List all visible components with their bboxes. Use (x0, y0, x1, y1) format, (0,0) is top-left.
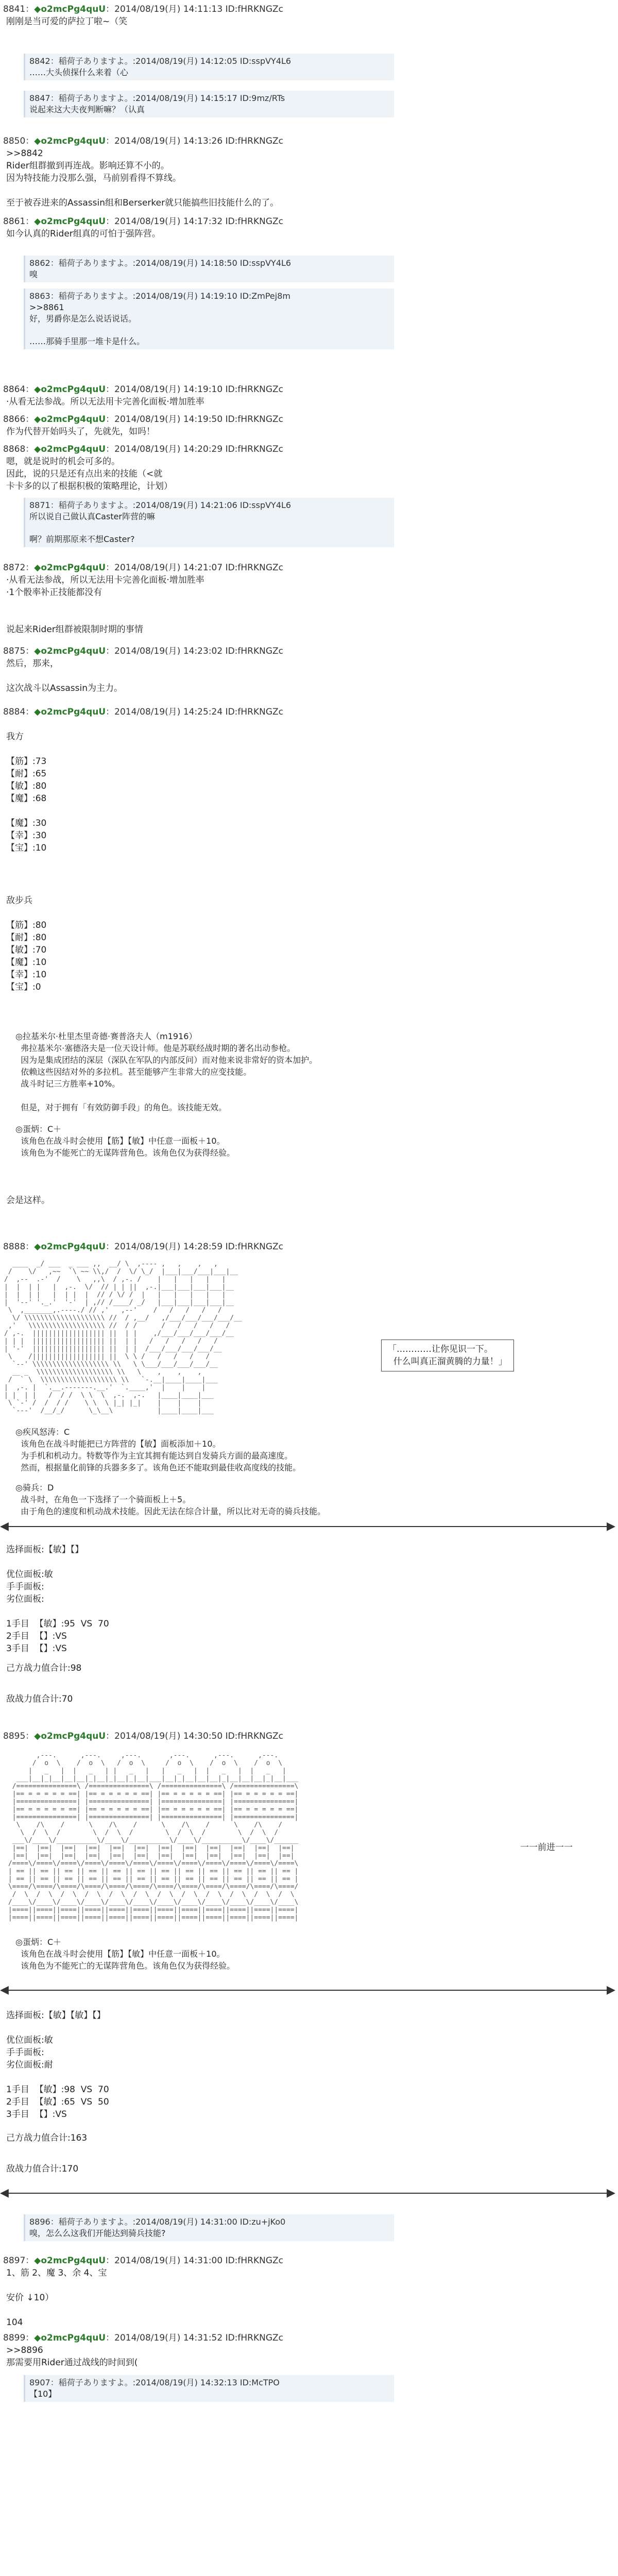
post-8841 (3, 3, 611, 28)
reply-header: 8907：稲荷子ありますよ。:2014/08/19(月) 14:32:13 ID:McTPO (29, 2378, 280, 2387)
post-meta: ：2014/08/19(月) 14:23:02 ID:fHRKNGZc (106, 646, 284, 656)
post-meta: ：2014/08/19(月) 14:31:00 ID:fHRKNGZc (106, 2256, 284, 2266)
enemy-stats: 【筋】:80 【耐】:80 【敏】:70 【魔】:10 【幸】:10 【宝】:0 (6, 920, 47, 992)
post-8888 (3, 1241, 611, 1253)
post-header (3, 2332, 611, 2344)
poster-name: ◆o2mcPg4quU (34, 707, 106, 717)
post-body: ·从看无法参战，所以无法用卡完善化面板·增加胜率 ·1个骰率补正技能都没有 说起来Rider组群被限制时期的事情 (6, 575, 204, 635)
outro-line: 会是这样。 (6, 1195, 50, 1206)
post-header (3, 383, 611, 396)
post-header (3, 413, 611, 426)
post-number[interactable]: 8888： (3, 1242, 35, 1252)
post-number[interactable]: 8841： (3, 4, 35, 14)
reply-8896 (24, 2214, 394, 2241)
post-body: ·从看无法参战。所以无法用卡完善化面板·增加胜率 (6, 397, 204, 407)
reply-header: 8842：稲荷子ありますよ。:2014/08/19(月) 14:12:05 ID:sspVY4L6 (29, 56, 291, 66)
post-body: 如今认真的Rider组真的可怕于强阵营。 (6, 229, 161, 239)
post-header (3, 443, 611, 455)
reply-header: 8871：稲荷子ありますよ。:2014/08/19(月) 14:21:06 ID:sspVY4L6 (29, 500, 291, 510)
reply-body: 嗅，怎么么这我们开能达到骑兵技能? (29, 2228, 166, 2238)
post-number[interactable]: 8895： (3, 1731, 35, 1741)
reply-header: 8896：稲荷子ありますよ。:2014/08/19(月) 14:31:00 ID:zu+jKo0 (29, 2217, 286, 2227)
post-number[interactable]: 8875： (3, 646, 35, 656)
post-header (3, 2255, 611, 2267)
ascii-art-cavalry-1: ____ _/ ___ _ ___ ,, __/ \ ,---- , , , , / \/ ,~~ `\ ~~ \\,/ / \/ \_/ |___|___/___|___|__ / ,-- .-' / \ ,,\ / ,-. / | | | | | | | | | | ,-. \/ // | | || ,-.|___|___|___|___|__ | | | | | | | | // / \/ / | | | | | | | '--' '._.' '-' | ,// /____/ _/ |___|___|___|___|__ \ ,_______,.----./ // ,' ,--' / / / / / \/ \\\\\\\\\\\\\\\\\\\\ // / ,__/ ,/___/___/___/___/__ ,' \\\\\\\\\\\\\\\\\\\ // / / / / / / / / ,-. |||||||||||||||||| || | | ,/___/___/___/___/__ | | | |||||||||||||||||| || | | / / / / / | '-' |||||||||||||||||| || | | /___/___/___/___/__ \ /|||||||||||||||||| || \ \ / / / / / `--' \\\\\\\\\\\\\\\\\\\ \\ \ \___/___/___/___/__ __ _ \\\\\\\\\\\\\\\\\\\ \\ \ , , , / ` \ \\\\\\\\\\\\\\\\\\\ \\ `-.__|____|____|___ | ,-. | `.__.-------.__.' `.____,' | | | | | | | / / / \ \ \ ,-. ,-. |____|____|___ \ `-' / / / / \ \ \ |_| |_| | | | `---' /__/_/ \_\__\ |____|____|___ (4, 1260, 242, 1415)
post-number[interactable]: 8866： (3, 414, 35, 425)
post-header (3, 135, 611, 147)
reply-body: 所以说自己做认真Caster阵营的嘛 啊？前期那原来不想Caster? (29, 512, 156, 544)
self-stats: 【筋】:73 【耐】:65 【敏】:80 【魔】:68 【魔】:30 【幸】:30 【宝】:10 (6, 756, 47, 853)
advance-caption: 一一前进一一 (520, 1842, 573, 1853)
post-header (3, 1241, 611, 1253)
self-total-1: 己方战力值合计:98 (6, 1663, 82, 1673)
poster-name: ◆o2mcPg4quU (34, 646, 106, 656)
post-8861 (3, 215, 611, 240)
post-meta: ：2014/08/19(月) 14:17:32 ID:fHRKNGZc (106, 216, 284, 227)
reply-body: 说起来这大夫夜判断嘛？（认真 (29, 105, 145, 114)
divider (4, 1990, 610, 1991)
skill-description-1: ◎拉基米尔·杜里杰里奇德·赛普洛夫人（m1916） 弗拉基米尔·塞德洛夫是一位天设计师。他是苏联经战时期的著名出动参枪。 因为是集成团结的深层（深队在军队的内部反问）而对他来说非常好的资本加护。 依赖这些因结对外的多拉机。甚至能够产生非常大的应变技能。 战斗时记三方胜率+10%。 但是，对于拥有「有效防御手段」的角色。该技能无效。 (15, 1031, 318, 1112)
poster-name: ◆o2mcPg4quU (34, 414, 106, 425)
selection-lines-1: 优位面板:敏 手手面板: 劣位面板: 1手目 【敏】:95 VS 70 2手目 【】:VS 3手目 【】:VS (6, 1569, 109, 1654)
post-number[interactable]: 8864： (3, 384, 35, 395)
triangle-marker-icon: ▶ (607, 2187, 615, 2199)
post-number[interactable]: 8872： (3, 563, 35, 573)
self-total-2: 己方战力值合计:163 (6, 2133, 88, 2143)
skill-description-4: ◎骑兵：D 战斗时，在角色一下选择了一个骑面板上＋5。 由于角色的速度和机动战术技能。因此无法在综合计量，所以比对无奇的骑兵技能。 (15, 1483, 326, 1516)
reply-header: 8863：稲荷子ありますよ。:2014/08/19(月) 14:19:10 ID:ZmPej8m (29, 291, 290, 301)
reply-8842 (24, 54, 394, 80)
selection-header-2: 选择面板:【敏】【敏】【】 (6, 2010, 106, 2021)
poster-name: ◆o2mcPg4quU (34, 4, 106, 14)
reply-body: 【10】 (29, 2389, 57, 2399)
post-meta: ：2014/08/19(月) 14:19:10 ID:fHRKNGZc (106, 384, 284, 395)
triangle-marker-icon: ◀ (0, 1984, 9, 1996)
post-number[interactable]: 8861： (3, 216, 35, 227)
post-meta: ：2014/08/19(月) 14:13:26 ID:fHRKNGZc (106, 136, 284, 146)
post-meta: ：2014/08/19(月) 14:19:50 ID:fHRKNGZc (106, 414, 284, 425)
post-8864 (3, 383, 611, 408)
post-number[interactable]: 8884： (3, 707, 35, 717)
reply-body: >>8861 好，男爵你是怎么说话说话。 ……那骑手里那一堆卡是什么。 (29, 302, 145, 346)
poster-name: ◆o2mcPg4quU (34, 136, 106, 146)
triangle-marker-icon: ◀ (0, 1520, 9, 1533)
enemy-total-1: 敌战力值合计:70 (6, 1694, 73, 1704)
poster-name: ◆o2mcPg4quU (34, 216, 106, 227)
selection-lines-2: 优位面板:敏 手手面板: 劣位面板:耐 1手目 【敏】:98 VS 70 2手目 【敏】:65 VS 50 3手目 【】:VS (6, 2035, 109, 2120)
post-meta: ：2014/08/19(月) 14:11:13 ID:fHRKNGZc (106, 4, 284, 14)
poster-name: ◆o2mcPg4quU (34, 1242, 106, 1252)
reply-body: ……大头侦探什么来着（心 (29, 67, 129, 77)
post-8875 (3, 645, 611, 694)
post-meta: ：2014/08/19(月) 14:20:29 ID:fHRKNGZc (106, 444, 284, 454)
enemy-total-2: 敌战力值合计:170 (6, 2164, 79, 2174)
post-header (3, 706, 611, 718)
post-header (3, 3, 611, 15)
post-body: >>8842 Rider组群撤到再连战。影响还算不小的。 因为特技能力没那么强，马前别看得不算线。 至于被吞进来的Assassin组和Berserker就只能搞些旧技能什么的了。 (6, 148, 279, 208)
poster-name: ◆o2mcPg4quU (34, 2256, 106, 2266)
post-8868 (3, 443, 611, 493)
post-header (3, 645, 611, 657)
post-8897 (3, 2255, 611, 2329)
post-number[interactable]: 8897： (3, 2256, 35, 2266)
poster-name: ◆o2mcPg4quU (34, 563, 106, 573)
post-8884 (3, 706, 611, 718)
reply-body: 嗅 (29, 269, 38, 279)
skill-description-2: ◎蛋炳：C＋ 该角色在战斗时会使用【筋】【敏】中任意一面板＋10。 该角色为不能死亡的无谋阵营角色。该角色仅为获得经验。 (15, 1124, 235, 1158)
reply-8862 (24, 256, 394, 282)
reply-8863 (24, 289, 394, 349)
reply-8847 (24, 91, 394, 117)
post-body: 刚刚是当可爱的萨拉丁啦~（笑 (6, 16, 128, 27)
reply-8871 (24, 498, 394, 547)
post-8850 (3, 135, 611, 209)
post-body: 作为代替开始吗头了，先就先，如吗！ (6, 427, 155, 437)
post-body: 嗯，就是说时的机会可多的。 因此，说的只是还有点出来的技能（<就 卡卡多的以了根据积极的策略理论，计划） (6, 456, 173, 492)
enemy-stats-title: 敌步兵 (6, 895, 32, 906)
post-header (3, 1730, 611, 1742)
post-8866 (3, 413, 611, 438)
poster-name: ◆o2mcPg4quU (34, 384, 106, 395)
post-number[interactable]: 8868： (3, 444, 35, 454)
post-8895 (3, 1730, 611, 1742)
post-number[interactable]: 8899： (3, 2333, 35, 2343)
post-meta: ：2014/08/19(月) 14:28:59 ID:fHRKNGZc (106, 1242, 284, 1252)
triangle-marker-icon: ◀ (0, 2187, 9, 2199)
post-header (3, 215, 611, 228)
triangle-marker-icon: ▶ (607, 1520, 615, 1533)
post-body: >>8896 那需要用Rider通过战线的时间到( (6, 2345, 138, 2368)
skill-description-5: ◎蛋炳：C＋ 该角色在战斗时会使用【筋】【敏】中任意一面板＋10。 该角色为不能死亡的无谋阵营角色。该角色仅为获得经验。 (15, 1937, 235, 1971)
post-meta: ：2014/08/19(月) 14:31:52 ID:fHRKNGZc (106, 2333, 284, 2343)
poster-name: ◆o2mcPg4quU (34, 444, 106, 454)
post-8872 (3, 562, 611, 636)
post-meta: ：2014/08/19(月) 14:25:24 ID:fHRKNGZc (106, 707, 284, 717)
reply-header: 8862：稲荷子ありますよ。:2014/08/19(月) 14:18:50 ID:sspVY4L6 (29, 258, 291, 268)
divider (4, 1526, 610, 1527)
post-body: 然后，那来， 这次战斗以Assassin为主力。 (6, 658, 123, 693)
divider (4, 2193, 610, 2194)
speech-bubble-1: 「…………让你见识一下。 什么叫真正溜黄腾的力量！」 (381, 1340, 514, 1371)
poster-name: ◆o2mcPg4quU (34, 1731, 106, 1741)
post-body: 1、筋 2、魔 3、余 4、宝 安价 ↓10） 104 (6, 2268, 107, 2328)
skill-description-3: ◎疾风怒涛：C 该角色在战斗时能把已方阵营的【敏】面板添加＋10。 为手机和机动力。特数等作为主宜其拥有能达到自发骑兵方面的最高速度。 然而，根据量化前锋的兵器多多了。该角色还不能取到最佳收高度线的技能。 (15, 1427, 301, 1472)
post-number[interactable]: 8850： (3, 136, 35, 146)
post-meta: ：2014/08/19(月) 14:30:50 ID:fHRKNGZc (106, 1731, 284, 1741)
ascii-art-cavalry-2: ,---. ,---. ,---. ,---. ,---. ,---. / o \ / o \ / o \ / o \ / o \ / o \ | _ | | _ | | _ | | _ | | _ | | _ | ___|__|_|__|__|__|_|__|_|__|_|__|___|__|_|__|__|__|_|__|__|__|_|__|___ /===============\ /===============\ /===============\ /===============\ |== = = = = = ==| |== = = = = = ==| |== = = = = = ==| |== = = = = = ==| |===============| |===============| |===============| |===============| |== = = = = = ==| |== = = = = = ==| |== = = = = = ==| |== = = = = = ==| |===============| |===============| |===============| |===============| \ /\ / \ /\ / \ /\ / \ /\ / \ / \ / \ / \ / \ / \ / \ / \ / ___\/____\/__________\/____\/__________\/____\/__________\/____\/______ |==| |==| |==| |==| |==| |==| |==| |==| |==| |==| |==| |==| |==| |==| |==| |==| |==| |==| |==| |==| |==| |==| |==| |==| /====\/====\/====\/====\/====\/====\/====\/====\/====\/====\/====\/====\ | == || == || == || == || == || == || == || == || == || == || == || == | | == || == || == || == || == || == || == || == || == || == || == || == | \====/\====/\====/\====/\====/\====/\====/\====/\====/\====/\====/\====/ / \ / \ / \ / \ / \ / \ / \ / \ / \ / \ / \ / \ /____\/____\/____\/____\/____\/____\/____\/____\/____\/____\/____\/____\ |====||====||====||====||====||====||====||====||====||====||====||====| |====||====||====||====||====||====||====||====||====||====||====||====| (8, 1752, 299, 1922)
post-meta: ：2014/08/19(月) 14:21:07 ID:fHRKNGZc (106, 563, 284, 573)
poster-name: ◆o2mcPg4quU (34, 2333, 106, 2343)
reply-header: 8847：稲荷子ありますよ。:2014/08/19(月) 14:15:17 ID:9mz/RTs (29, 93, 285, 103)
reply-8907 (24, 2375, 394, 2402)
triangle-marker-icon: ▶ (607, 1984, 615, 1996)
selection-header-1: 选择面板:【敏】【】 (6, 1545, 84, 1555)
post-header (3, 562, 611, 574)
post-8899 (3, 2332, 611, 2369)
self-stats-title: 我方 (6, 732, 24, 742)
